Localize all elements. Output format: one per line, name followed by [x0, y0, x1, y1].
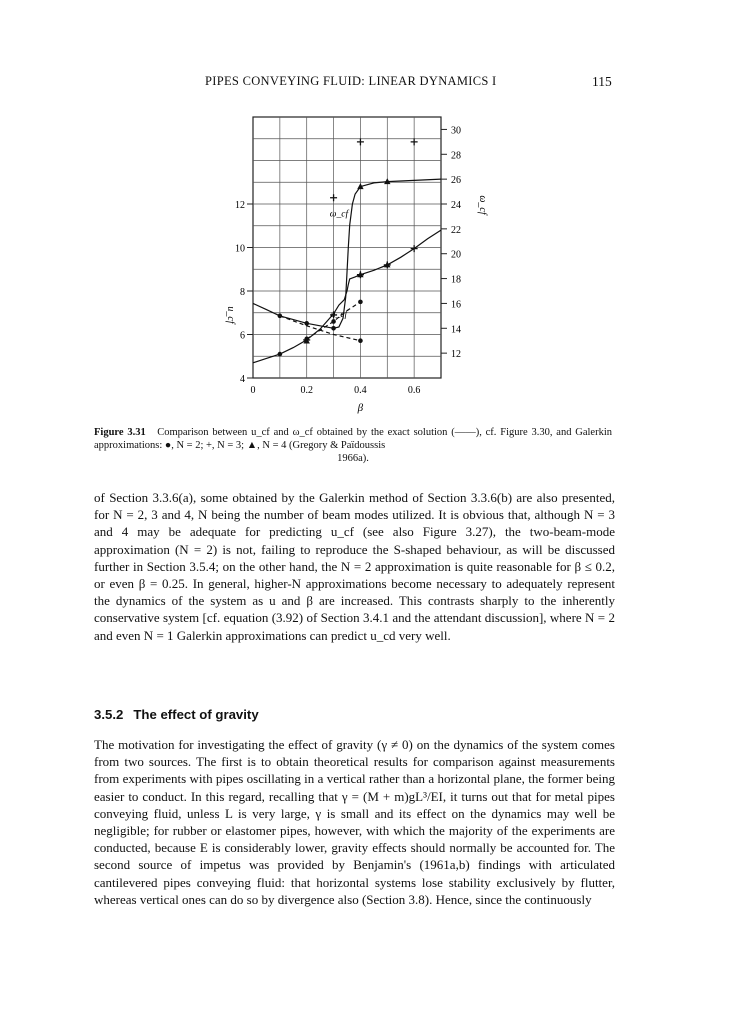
- marker-dot: [358, 300, 363, 305]
- x-tick-label: 0: [250, 385, 256, 396]
- x-tick-label: 0.4: [354, 385, 367, 396]
- caption-label: Figure 3.31: [94, 427, 146, 438]
- right-tick-label: 28: [451, 150, 461, 162]
- running-head: PIPES CONVEYING FLUID: LINEAR DYNAMICS I: [205, 74, 497, 88]
- right-tick-label: 24: [451, 200, 461, 211]
- series-line-exact-ucf: [253, 230, 441, 363]
- marker-dot: [278, 314, 283, 319]
- x-tick-label: 0.6: [407, 385, 421, 396]
- curve-annotation: ω_cf: [329, 209, 349, 220]
- caption-text-end: 1966a).: [337, 453, 369, 464]
- page-number: 115: [592, 74, 612, 89]
- right-tick-label: 20: [451, 249, 461, 261]
- right-tick-label: 12: [451, 349, 461, 361]
- left-tick-label: 8: [240, 287, 245, 298]
- section-title: The effect of gravity: [133, 707, 259, 722]
- right-tick-label: 22: [451, 224, 461, 236]
- left-tick-label: 4: [240, 374, 245, 385]
- section-number: 3.5.2: [94, 707, 124, 722]
- right-tick-label: 26: [451, 175, 461, 187]
- marker-dot: [331, 326, 336, 331]
- paragraph: The motivation for investigating the effect of gravity (γ ≠ 0) on the dynamics of the system comes from two sources. The first is to obtain theoretical results for comparison against measurements from experiments with pipes oscillating in a vertical rather than a horizontal plane, the former being easier to conduct. In this regard, recalling that γ = (M + m)gL³/EI, it turns out that for metal pipes conveying fluid, unless L is very large, γ is small and its effect on the dynamics may well be negligible; for rubber or elastomer pipes, however, with which the majority of the experiments are conducted, because E is considerably lower, gravity effects should normally be accounted for. The second source of impetus was provided by Benjamin's (1961a,b) findings with articulated cantilevered pipes conveying fluid: that horizontal systems lose stability exclusively by flutter, whereas vertical ones can do so by divergence also (Section 3.8). Hence, since the continuously: [94, 737, 615, 907]
- right-axis-label: ω_cf: [477, 195, 488, 215]
- right-tick-label: 14: [451, 324, 461, 336]
- figure-3-31-chart: [0, 0, 730, 420]
- right-tick-label: 16: [451, 299, 461, 311]
- section-heading: [94, 707, 259, 722]
- marker-plus: [411, 138, 418, 145]
- paragraph: of Section 3.3.6(a), some obtained by the Galerkin method of Section 3.3.6(b) are also presented, for N = 2, 3 and 4, N being the number of beam modes utilized. It is obvious that, although N = 3 and 4 may be adequate for predicting u_cf (see also Figure 3.27), the two-beam-mode approximation (N = 2) is not, failing to reproduce the S-shaped behaviour, as will be discussed further in Section 3.5.4; on the other hand, the N = 2 approximation is quite reasonable for β ≤ 0.2, or even β = 0.25. In general, higher-N approximations become necessary to adequately represent the dynamics of the system as u and β are increased. This contrasts sharply to the inherently conservative system [cf. equation (3.92) of Section 3.4.1 and the attendant discussion], where N = 2 and even N = 1 Galerkin approximations can predict u_cd very well.: [94, 490, 615, 643]
- right-tick-label: 18: [451, 274, 461, 286]
- marker-dot: [358, 338, 363, 343]
- caption-text: Comparison between u_cf and ω_cf obtained by the exact solution (——), cf. Figure 3.30, and Galerkin approximations: ●, N = 2; +, N = 3; ▲, N = 4 (Gregory & Païdoussis: [94, 427, 612, 451]
- left-tick-label: 10: [235, 243, 245, 255]
- left-axis-label: u_cf: [225, 306, 236, 324]
- marker-plus: [357, 138, 364, 145]
- marker-plus: [330, 194, 337, 201]
- x-axis-label: β: [357, 402, 364, 414]
- curve-annotation: u_cf: [330, 310, 348, 321]
- left-tick-label: 12: [235, 200, 245, 211]
- x-tick-label: 0.2: [300, 385, 313, 396]
- marker-dot: [304, 321, 309, 326]
- figure-caption: [94, 426, 612, 465]
- left-tick-label: 6: [240, 330, 245, 342]
- series-line-exact-wcf: [253, 179, 441, 328]
- right-tick-label: 30: [451, 125, 461, 137]
- marker-dot: [278, 352, 283, 357]
